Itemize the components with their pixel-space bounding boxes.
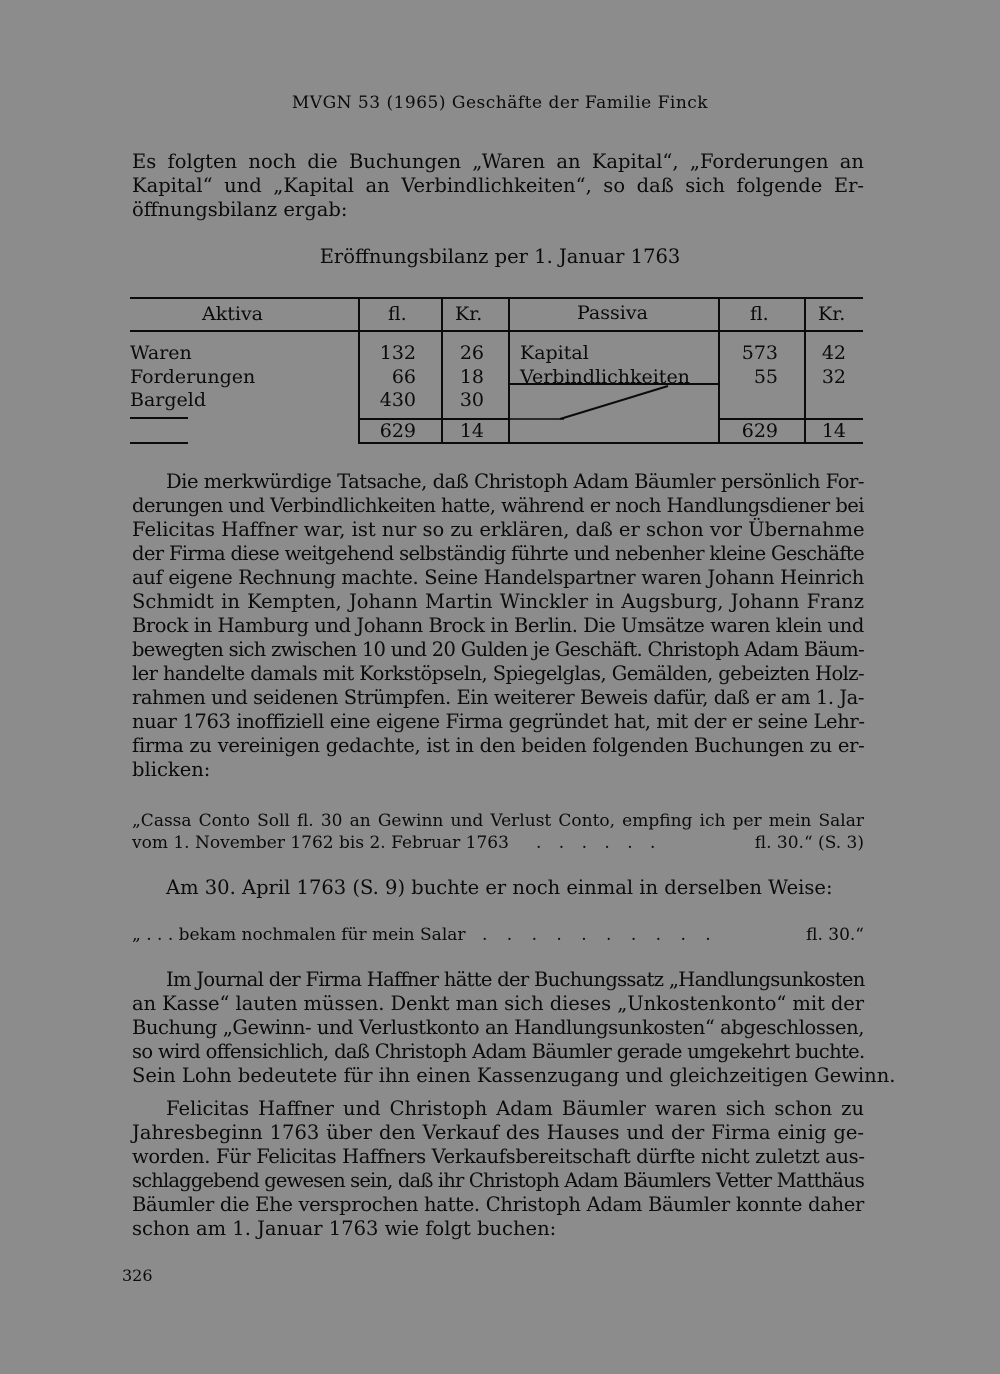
fl-header: fl. (388, 303, 407, 325)
body-paragraph-1 (132, 470, 864, 782)
passiva-kr: 42 (821, 342, 846, 364)
text-line: so wird offensichlich, daß Christoph Adam Bäumler gerade umgekehrt buchte. (132, 1040, 865, 1063)
quote-text: „ . . . bekam nochmalen für mein Salar (132, 925, 466, 945)
table-rule (130, 330, 863, 332)
text-line: nuar 1763 inoffiziell eine eigene Firma gegründet hat, mit der er seine Lehr- (132, 710, 865, 733)
journal-quote-1 (132, 810, 864, 854)
quote-line (132, 832, 864, 854)
text-line: worden. Für Felicitas Haffners Verkaufsbereitschaft dürfte nicht zuletzt aus- (132, 1145, 865, 1168)
balance-heading: Eröffnungsbilanz per 1. Januar 1763 (319, 245, 681, 268)
kr-header: Kr. (455, 303, 483, 325)
kr-header: Kr. (818, 303, 846, 325)
sum-rule (510, 442, 863, 444)
aktiva-label: Bargeld (130, 389, 207, 411)
quote-line: „Cassa Conto Soll fl. 30 an Gewinn und Verlust Conto, empfing ich per mein Salar (132, 811, 864, 831)
aktiva-fl: 430 (379, 389, 416, 411)
aktiva-label: Waren (130, 342, 192, 364)
text-line: Im Journal der Firma Haffner hätte der Buchungssatz „Handlungsunkosten (166, 968, 865, 991)
text-line: Felicitas Haffner und Christoph Adam Bäumler waren sich schon zu (166, 1097, 864, 1120)
passiva-fl: 55 (753, 366, 778, 388)
balance-strike-line (508, 383, 720, 423)
text-line: Bäumler die Ehe versprochen hatte. Christoph Adam Bäumler konnte daher (132, 1193, 864, 1216)
text-line: an Kasse“ lauten müssen. Denkt man sich dieses „Unkostenkonto“ mit der (132, 992, 864, 1015)
total-aktiva-kr: 14 (459, 420, 484, 442)
running-head: MVGN 53 (1965) Geschäfte der Familie Finck (291, 93, 709, 113)
opening-balance-table (130, 297, 863, 447)
text-line: auf eigene Rechnung machte. Seine Handelspartner waren Johann Heinrich (132, 566, 864, 589)
body-paragraph-4 (132, 1097, 864, 1241)
text-line: rahmen und seidenen Strümpfen. Ein weiterer Beweis dafür, daß er am 1. Ja- (132, 686, 864, 709)
text-line: Sein Lohn bedeutete für ihn einen Kassenzugang und gleichzeitigen Gewinn. (132, 1064, 896, 1087)
column-divider (441, 297, 443, 444)
column-divider (804, 297, 806, 444)
passiva-label: Verbindlichkeiten (520, 366, 690, 388)
body-paragraph-3 (132, 968, 896, 1088)
sum-rule (358, 442, 510, 444)
text-line: Es folgten noch die Buchungen „Waren an Kapital“, „Forderungen an (132, 150, 864, 173)
aktiva-fl: 132 (379, 342, 416, 364)
intro-paragraph (132, 150, 864, 222)
text-line: schon am 1. Januar 1763 wie folgt buchen: (132, 1217, 557, 1240)
text-line: schlaggebend gewesen sein, daß ihr Christoph Adam Bäumlers Vetter Matthäus (132, 1169, 864, 1192)
text-line: bewegten sich zwischen 10 und 20 Gulden je Geschäft. Christoph Adam Bäum- (132, 638, 864, 661)
leader-dots: . . . . . . (536, 833, 662, 853)
quote-text: vom 1. November 1762 bis 2. Februar 1763 (132, 833, 509, 853)
aktiva-kr: 30 (459, 389, 484, 411)
table-rule (130, 417, 188, 419)
text-line: blicken: (132, 758, 211, 781)
table-rule (130, 442, 188, 444)
text-line: Buchung „Gewinn- und Verlustkonto an Handlungsunkosten“ abgeschlossen, (132, 1016, 864, 1039)
text-line: öffnungsbilanz ergab: (132, 198, 348, 221)
aktiva-fl: 66 (391, 366, 416, 388)
text-line: Schmidt in Kempten, Johann Martin Winckler in Augsburg, Johann Franz (132, 590, 864, 613)
column-divider (358, 297, 360, 444)
journal-quote-2 (132, 924, 864, 946)
text-line: Die merkwürdige Tatsache, daß Christoph Adam Bäumler persönlich For- (166, 470, 864, 493)
quote-amount: fl. 30.“ (S. 3) (754, 833, 864, 853)
aktiva-header: Aktiva (202, 303, 264, 325)
total-aktiva-fl: 629 (379, 420, 416, 442)
text-line: firma zu vereinigen gedachte, ist in den beiden folgenden Buchungen zu er- (132, 734, 865, 757)
body-paragraph-2 (132, 876, 864, 900)
passiva-header: Passiva (577, 302, 648, 324)
quote-amount: fl. 30.“ (806, 925, 864, 945)
passiva-fl: 573 (741, 342, 778, 364)
text-line: Am 30. April 1763 (S. 9) buchte er noch einmal in derselben Weise: (166, 876, 833, 899)
fl-header: fl. (750, 303, 769, 325)
text-line: Kapital“ und „Kapital an Verbindlichkeiten“, so daß sich folgende Er- (132, 174, 864, 197)
aktiva-label: Forderungen (130, 366, 256, 388)
passiva-label: Kapital (520, 342, 589, 364)
leader-dots: . . . . . . . . . . (482, 925, 718, 945)
total-passiva-fl: 629 (741, 420, 778, 442)
text-line: Brock in Hamburg und Johann Brock in Berlin. Die Umsätze waren klein und (132, 614, 864, 637)
aktiva-kr: 26 (459, 342, 484, 364)
aktiva-kr: 18 (459, 366, 484, 388)
text-line: der Firma diese weitgehend selbständig führte und nebenher kleine Geschäfte (132, 542, 864, 565)
text-line: Felicitas Haffner war, ist nur so zu erklären, daß er schon vor Übernahme (132, 518, 865, 541)
text-line: derungen und Verbindlichkeiten hatte, während er noch Handlungsdiener bei (132, 494, 864, 517)
total-passiva-kr: 14 (821, 420, 846, 442)
text-line: ler handelte damals mit Korkstöpseln, Spiegelglas, Gemälden, gebeizten Holz- (132, 662, 864, 685)
table-rule (130, 297, 863, 299)
text-line: Jahresbeginn 1763 über den Verkauf des Hauses und der Firma einig ge- (132, 1121, 864, 1144)
passiva-kr: 32 (821, 366, 846, 388)
page-number: 326 (122, 1266, 153, 1285)
